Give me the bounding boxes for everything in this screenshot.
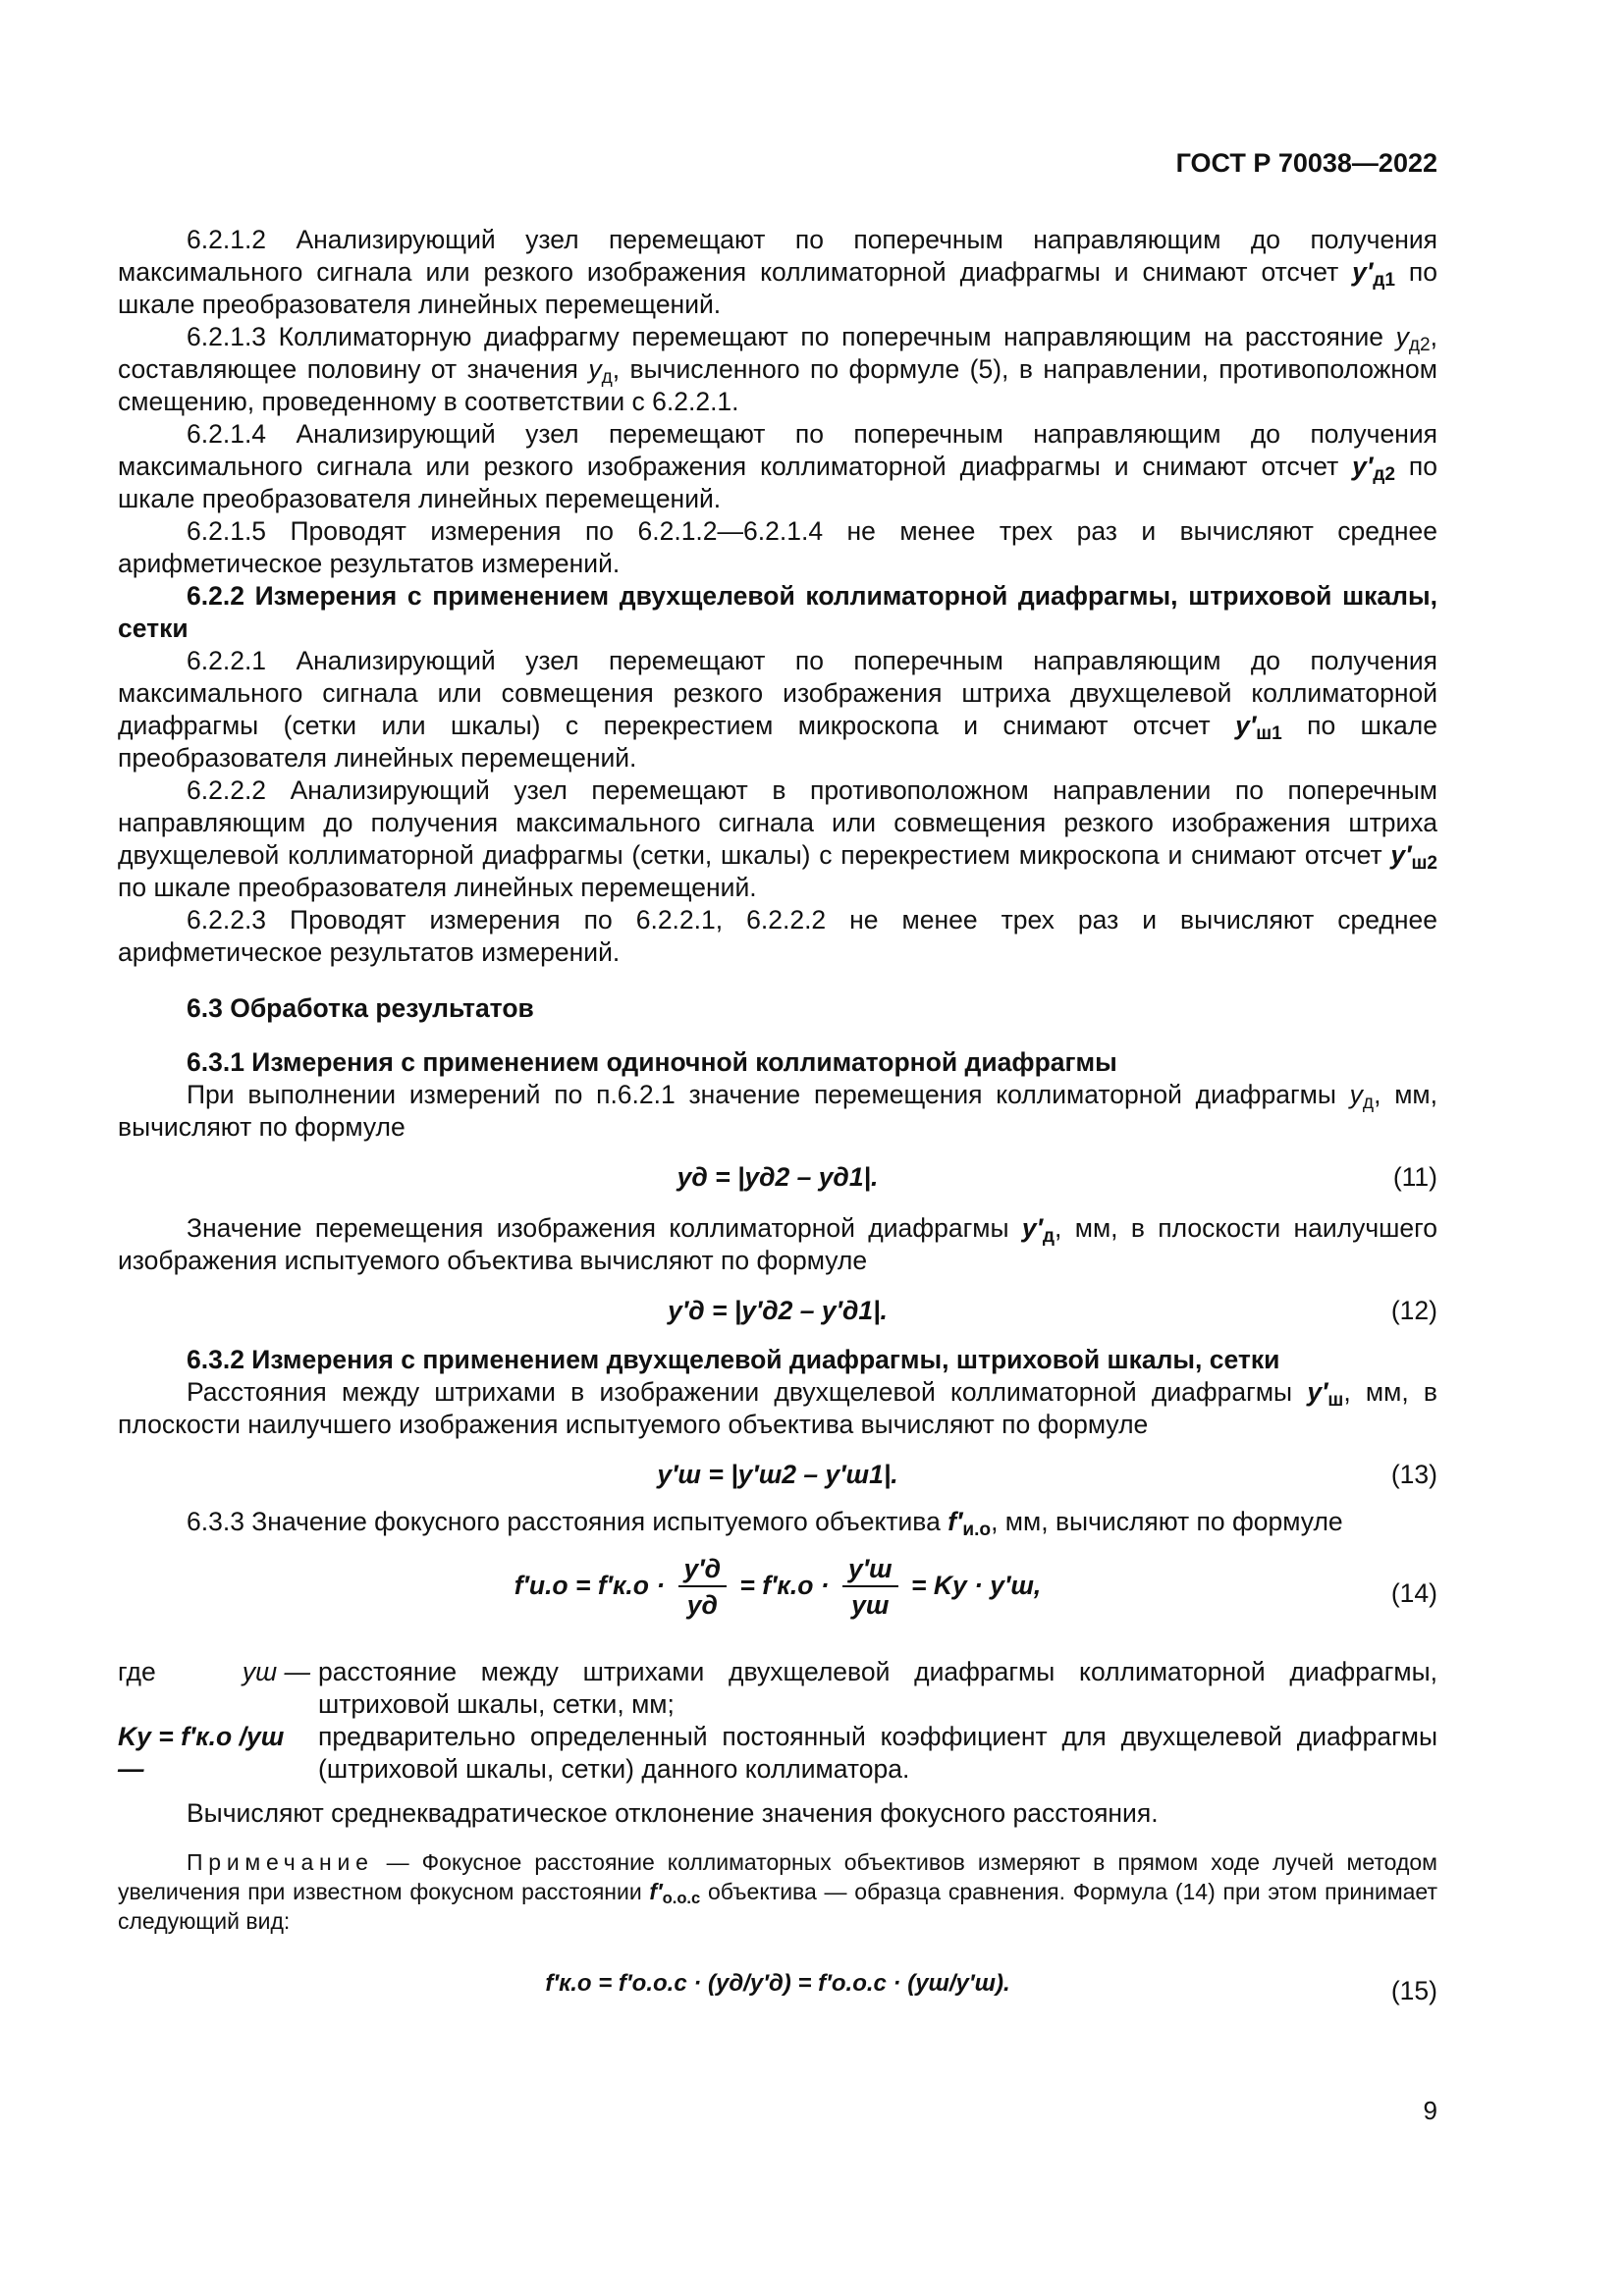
equation-12-formula: y′д = |y′д2 – y′д1|.: [668, 1296, 888, 1325]
equation-11-number: (11): [1392, 1162, 1437, 1192]
equation-14-formula: f′и.о = f′к.о · $\frac{y'д}{yд}$ = f′к.о · $\frac{y'ш}{yш}$ = Kу · y′ш,: [514, 1554, 1042, 1620]
paragraph-12: Значение перемещения изображения коллиматорной диафрагмы $y'_д$, мм, в плоскости наилучшего изображения испытуемого объектива вычисляют по формуле: [118, 1213, 1437, 1275]
standard-header: ГОСТ Р 70038—2022: [1175, 148, 1437, 178]
where-label: где: [118, 1657, 156, 1686]
heading-6-2-2: 6.2.2 Измерения с применением двухщелевой коллиматорной диафрагмы, штриховой шкалы, сетки: [118, 581, 1437, 643]
equation-11-formula: yд = |yд2 – yд1|.: [677, 1162, 879, 1192]
document-body: [118, 0, 1437, 2006]
equation-15: [118, 1961, 1437, 2006]
paragraph-6-2-1-5: 6.2.1.5 Проводят измерения по 6.2.1.2—6.2.1.4 не менее трех раз и вычисляют среднее арифметическое результатов измерений.: [118, 516, 1437, 578]
heading-6-3: 6.3 Обработка результатов: [187, 993, 534, 1023]
equation-11: [118, 1155, 1437, 1201]
heading-6-3-2: 6.3.2 Измерения с применением двухщелевой диафрагмы, штриховой шкалы, сетки: [187, 1345, 1280, 1374]
where-term-1: yш —: [242, 1657, 310, 1686]
paragraph-6-2-2-3: 6.2.2.3 Проводят измерения по 6.2.2.1, 6.2.2.2 не менее трех раз и вычисляют среднее арифметическое результатов измерений.: [118, 905, 1437, 967]
paragraph-6-2-1-4: 6.2.1.4 Анализирующий узел перемещают по поперечным направляющим до получения максимального сигнала или резкого изображения коллиматорной диафрагмы и снимают отсчет $y'_{д2}$ по шкале преобразователя линейных перемещений.: [118, 419, 1437, 513]
equation-15-formula: f′к.о = f′о.о.с · (yд/y′д) = f′о.о.с · (yш/y′ш).: [545, 1970, 1010, 1997]
equation-12-number: (12): [1390, 1296, 1437, 1325]
paragraph-6-3-1: При выполнении измерений по п.6.2.1 значение перемещения коллиматорной диафрагмы $y_д$, мм, вычисляют по формуле: [118, 1080, 1437, 1142]
paragraph-6-2-1-3: 6.2.1.3 Коллиматорную диафрагму перемещают по поперечным направляющим на расстояние $y_{д2}$, составляющее половину от значения $y_д$, вычисленного по формуле (5), в направлении, противоположном смещению, проведенному в соответствии с 6.2.2.1.: [118, 322, 1437, 416]
equation-15-number: (15): [1390, 1976, 1437, 2005]
paragraph-6-3-2: Расстояния между штрихами в изображении двухщелевой коллиматорной диафрагмы $y'_ш$, мм, в плоскости наилучшего изображения испытуемого объектива вычисляют по формуле: [118, 1377, 1437, 1439]
page-number: 9: [1423, 2096, 1437, 2125]
where-term-2: Kу = f′к.о /yш —: [118, 1722, 285, 1784]
where-desc-2: предварительно определенный постоянный коэффициент для двухщелевой диафрагмы (штриховой шкалы, сетки) данного коллиматора.: [318, 1722, 1437, 1784]
paragraph-6-2-2-2: 6.2.2.2 Анализирующий узел перемещают в противоположном направлении по поперечным направляющим до получения максимального сигнала или совмещения резкого изображения штриха двухщелевой коллиматорной диафрагмы (сетки, шкалы) с перекрестием микроскопа и снимают отсчет $y'_{ш2}$ по шкале преобразователя линейных перемещений.: [118, 775, 1437, 902]
paragraph-6-3-3: 6.3.3 Значение фокусного расстояния испытуемого объектива $f'_{и.о}$, мм, вычисляют по формуле: [187, 1507, 1343, 1540]
equation-14: [118, 1552, 1437, 1646]
equation-13-number: (13): [1390, 1460, 1437, 1489]
paragraph-6-2-2-1: 6.2.2.1 Анализирующий узел перемещают по поперечным направляющим до получения максимального сигнала или совмещения резкого изображения штриха двухщелевой коллиматорной диафрагмы (сетки или шкалы) с перекрестием микроскопа и снимают отсчет $y'_{ш1}$ по шкале преобразователя линейных перемещений.: [118, 646, 1437, 773]
heading-6-3-1: 6.3.1 Измерения с применением одиночной коллиматорной диафрагмы: [187, 1047, 1117, 1077]
equation-13: [118, 1453, 1437, 1498]
where-definition-2: [118, 1721, 1437, 1786]
paragraph-6-2-1-2: 6.2.1.2 Анализирующий узел перемещают по поперечным направляющим до получения максимального сигнала или резкого изображения коллиматорной диафрагмы и снимают отсчет $y'_{д1}$ по шкале преобразователя линейных перемещений.: [118, 225, 1437, 319]
where-desc-1: расстояние между штрихами двухщелевой диафрагмы коллиматорной диафрагмы, штриховой шкалы, сетки, мм;: [318, 1657, 1437, 1719]
equation-13-formula: y′ш = |y′ш2 – y′ш1|.: [657, 1460, 898, 1489]
note: Примечание — Фокусное расстояние коллиматорных объективов измеряют в прямом ходе лучей методом увеличения при известном фокусном расстоянии $f'_{о.о.с}$ объектива — образца сравнения. Формула (14) при этом принимает следующий вид:: [118, 1849, 1437, 1934]
equation-12: [118, 1289, 1437, 1334]
equation-14-number: (14): [1390, 1578, 1437, 1608]
paragraph-std-deviation: Вычисляют среднеквадратическое отклонение значения фокусного расстояния.: [187, 1798, 1159, 1828]
where-definition-1: [118, 1656, 1437, 1721]
